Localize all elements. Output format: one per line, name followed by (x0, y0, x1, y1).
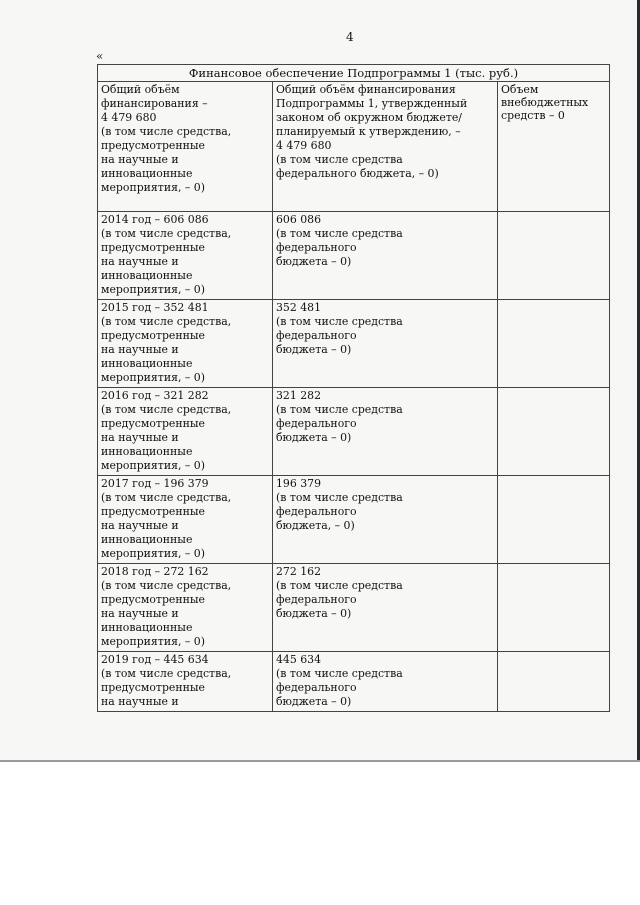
year-total-line: на научные и (101, 519, 179, 532)
year-total-line: мероприятия, – 0) (101, 283, 205, 296)
year-offbudget-cell (498, 388, 610, 476)
year-budget-line: бюджета – 0) (276, 607, 352, 620)
header-total-funding-line: инновационные (101, 167, 193, 180)
header-budget-law-line: планируемый к утверждению, – (276, 125, 461, 138)
header-budget-law-line: федерального бюджета, – 0) (276, 167, 439, 180)
year-budget-line: федерального (276, 241, 357, 254)
header-budget-law-line: (в том числе средства (276, 153, 403, 166)
header-offbudget-line: внебюджетных (501, 96, 589, 109)
year-budget-line: федерального (276, 417, 357, 430)
header-total-funding-cell (98, 82, 273, 212)
header-offbudget-cell (498, 82, 610, 212)
table-row (98, 300, 610, 388)
year-budget-line: (в том числе средства (276, 227, 403, 240)
year-total-line: на научные и (101, 695, 179, 708)
year-total-line: мероприятия, – 0) (101, 459, 205, 472)
scan-edge-line (0, 760, 640, 762)
year-total-line: (в том числе средства, (101, 579, 232, 592)
year-budget-cell (273, 300, 498, 388)
page-number: 4 (346, 30, 354, 44)
header-total-funding-line: Общий объём (101, 83, 180, 96)
year-budget-cell (273, 212, 498, 300)
open-quote-mark: « (96, 49, 104, 63)
year-budget-line: (в том числе средства (276, 579, 403, 592)
year-total-line: мероприятия, – 0) (101, 371, 205, 384)
year-total-line: предусмотренные (101, 505, 205, 518)
year-total-line: 2015 год – 352 481 (101, 301, 209, 314)
year-total-line: инновационные (101, 269, 193, 282)
header-budget-law-cell (273, 82, 498, 212)
year-budget-cell (273, 388, 498, 476)
year-budget-cell (273, 476, 498, 564)
year-budget-line: (в том числе средства (276, 491, 403, 504)
year-offbudget-cell (498, 212, 610, 300)
year-total-line: на научные и (101, 431, 179, 444)
year-total-line: 2018 год – 272 162 (101, 565, 209, 578)
table-row (98, 476, 610, 564)
year-total-line: инновационные (101, 445, 193, 458)
year-total-line: предусмотренные (101, 241, 205, 254)
year-budget-line: бюджета – 0) (276, 695, 352, 708)
year-total-cell (98, 212, 273, 300)
year-total-line: мероприятия, – 0) (101, 635, 205, 648)
header-budget-law-line: Подпрограммы 1, утвержденный (276, 97, 468, 110)
table-title: Финансовое обеспечение Подпрограммы 1 (тыс. руб.) (98, 65, 610, 82)
year-budget-line: 606 086 (276, 213, 322, 226)
year-total-line: предусмотренные (101, 417, 205, 430)
year-budget-line: федерального (276, 505, 357, 518)
header-budget-law-line: 4 479 680 (276, 139, 332, 152)
year-total-line: (в том числе средства, (101, 315, 232, 328)
year-budget-cell (273, 652, 498, 712)
year-budget-line: (в том числе средства (276, 667, 403, 680)
year-budget-line: федерального (276, 681, 357, 694)
year-total-line: мероприятия, – 0) (101, 547, 205, 560)
year-total-line: предусмотренные (101, 593, 205, 606)
table-header-row (98, 82, 610, 212)
table-row (98, 564, 610, 652)
year-budget-line: бюджета – 0) (276, 343, 352, 356)
year-total-line: 2014 год – 606 086 (101, 213, 209, 226)
year-total-line: (в том числе средства, (101, 403, 232, 416)
header-offbudget-line: Объем (501, 83, 539, 96)
year-budget-line: 321 282 (276, 389, 322, 402)
header-budget-law-line: Общий объём финансирования (276, 83, 456, 96)
year-total-line: инновационные (101, 621, 193, 634)
year-budget-line: федерального (276, 329, 357, 342)
year-budget-line: (в том числе средства (276, 315, 403, 328)
year-total-line: (в том числе средства, (101, 491, 232, 504)
header-budget-law-line: законом об окружном бюджете/ (276, 111, 462, 124)
year-total-line: инновационные (101, 357, 193, 370)
year-total-cell (98, 476, 273, 564)
header-total-funding-line: финансирования – (101, 97, 208, 110)
year-budget-cell (273, 564, 498, 652)
year-budget-line: федерального (276, 593, 357, 606)
header-total-funding-line: (в том числе средства, (101, 125, 232, 138)
year-budget-line: 272 162 (276, 565, 322, 578)
year-total-cell (98, 300, 273, 388)
year-total-line: инновационные (101, 533, 193, 546)
year-total-line: (в том числе средства, (101, 227, 232, 240)
header-total-funding-line: 4 479 680 (101, 111, 157, 124)
year-budget-line: (в том числе средства (276, 403, 403, 416)
year-offbudget-cell (498, 564, 610, 652)
year-total-line: 2017 год – 196 379 (101, 477, 209, 490)
table-row (98, 652, 610, 712)
header-total-funding-line: мероприятия, – 0) (101, 181, 205, 194)
financing-table (97, 64, 610, 712)
year-budget-line: бюджета – 0) (276, 431, 352, 444)
year-total-cell (98, 564, 273, 652)
year-budget-line: бюджета – 0) (276, 255, 352, 268)
year-offbudget-cell (498, 652, 610, 712)
year-total-line: 2016 год – 321 282 (101, 389, 209, 402)
table-row (98, 212, 610, 300)
year-budget-line: 196 379 (276, 477, 322, 490)
year-total-cell (98, 652, 273, 712)
year-total-line: 2019 год – 445 634 (101, 653, 209, 666)
header-total-funding-line: предусмотренные (101, 139, 205, 152)
year-budget-line: бюджета, – 0) (276, 519, 355, 532)
table-title-row (98, 65, 610, 82)
header-total-funding-line: на научные и (101, 153, 179, 166)
table-row (98, 388, 610, 476)
year-offbudget-cell (498, 300, 610, 388)
year-total-line: на научные и (101, 607, 179, 620)
year-budget-line: 445 634 (276, 653, 322, 666)
year-total-line: на научные и (101, 343, 179, 356)
year-total-line: на научные и (101, 255, 179, 268)
year-budget-line: 352 481 (276, 301, 322, 314)
year-offbudget-cell (498, 476, 610, 564)
year-total-cell (98, 388, 273, 476)
year-total-line: (в том числе средства, (101, 667, 232, 680)
year-total-line: предусмотренные (101, 681, 205, 694)
header-offbudget-line: средств – 0 (501, 109, 565, 122)
year-total-line: предусмотренные (101, 329, 205, 342)
